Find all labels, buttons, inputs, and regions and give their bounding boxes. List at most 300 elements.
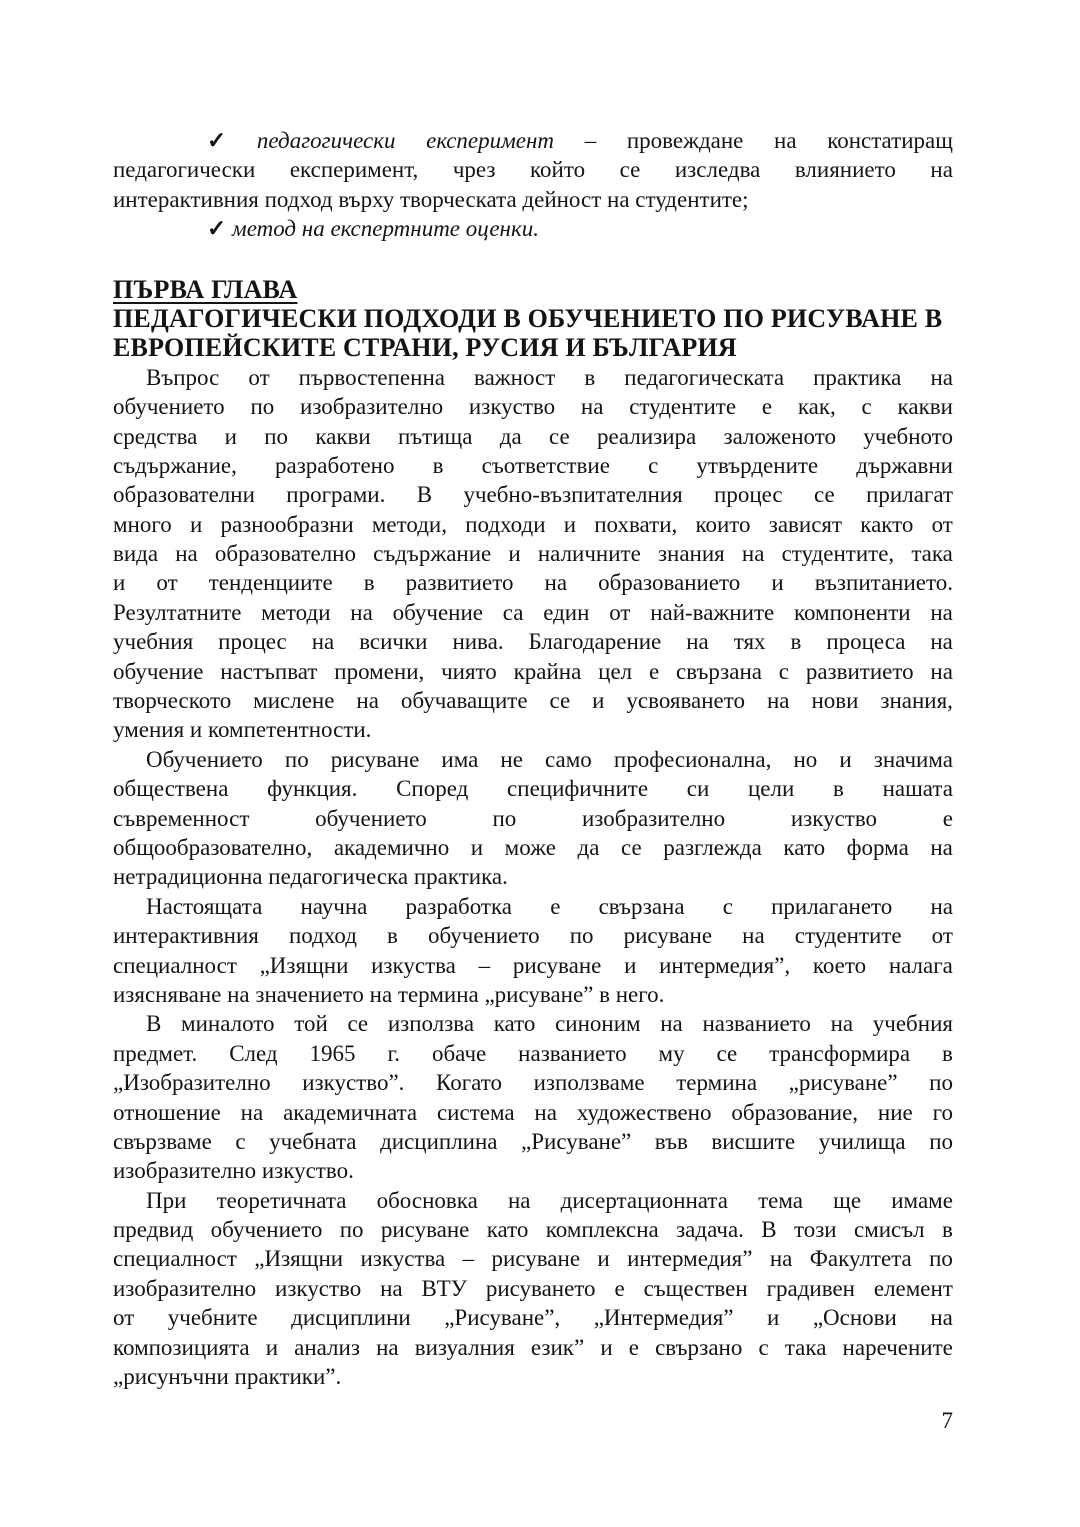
word: интермедия” xyxy=(627,1246,753,1272)
word: реализира xyxy=(596,423,697,449)
word: развитието xyxy=(805,658,914,684)
word: тенденциите xyxy=(208,570,333,596)
word: на xyxy=(930,364,953,390)
word: на xyxy=(376,1334,399,1360)
word: професионална, xyxy=(613,746,772,772)
word: тях xyxy=(733,629,766,655)
word: обучението xyxy=(210,1217,323,1243)
word: изобразително xyxy=(300,394,444,420)
word: на xyxy=(830,1011,854,1037)
word: на xyxy=(930,157,953,183)
word: академично xyxy=(333,834,450,860)
word: се xyxy=(548,423,570,449)
word: най-важните xyxy=(650,599,775,625)
word: което xyxy=(812,952,867,978)
word: по xyxy=(264,423,289,449)
word: като xyxy=(486,1217,529,1243)
word: трансформира xyxy=(769,1040,911,1066)
word: изследва xyxy=(674,157,761,183)
text-line xyxy=(113,1127,953,1156)
word: Според xyxy=(396,776,469,802)
paragraph xyxy=(113,1009,953,1185)
word: творческото xyxy=(113,688,232,714)
word: на xyxy=(350,599,373,625)
text-line xyxy=(113,1215,953,1244)
word: студентите, xyxy=(781,541,895,567)
word: изкуство xyxy=(275,1275,362,1301)
word: обществена xyxy=(113,776,229,802)
word: и xyxy=(624,952,637,978)
word: практика xyxy=(813,364,902,390)
word: от xyxy=(931,511,953,537)
word: ще xyxy=(833,1187,862,1213)
word: е xyxy=(761,394,773,420)
word: Резултатните xyxy=(113,599,242,625)
word: учебното xyxy=(863,423,953,449)
word: процеса xyxy=(826,629,906,655)
text-segment: нетрадиционна педагогическа практика. xyxy=(113,864,508,890)
word: чрез xyxy=(452,157,496,183)
word: дисциплина xyxy=(380,1128,498,1154)
word: е xyxy=(550,893,561,919)
word: В xyxy=(761,1217,777,1243)
word: по xyxy=(929,1128,953,1154)
word: подход xyxy=(288,923,357,949)
word: с xyxy=(648,452,659,478)
word: ние xyxy=(877,1099,913,1125)
word: дисциплини xyxy=(291,1305,411,1331)
word: по xyxy=(492,805,517,831)
word: предмет. xyxy=(113,1040,198,1066)
word: който xyxy=(530,157,586,183)
word: знания, xyxy=(880,688,953,714)
word: студентите xyxy=(629,394,737,420)
word: „Рисуване”, xyxy=(444,1305,561,1331)
word: е xyxy=(648,658,660,684)
text-line xyxy=(113,333,953,362)
word: с xyxy=(722,893,733,919)
word: компоненти xyxy=(793,599,911,625)
word: „Изящни xyxy=(259,952,349,978)
text-segment: ЕВРОПЕЙСКИТЕ СТРАНИ, РУСИЯ И БЪЛГАРИЯ xyxy=(113,333,737,363)
word: и xyxy=(113,570,126,596)
word: утвърдените xyxy=(696,452,819,478)
word: така xyxy=(784,1334,827,1360)
word: образователно xyxy=(214,541,356,567)
word: обучение xyxy=(392,599,483,625)
word: Когато xyxy=(436,1070,503,1096)
word: свързано xyxy=(655,1334,743,1360)
word: Факултета xyxy=(809,1246,912,1272)
text-line xyxy=(113,951,953,980)
word: наличните xyxy=(537,541,641,567)
word: настъпват xyxy=(220,658,318,684)
word: много xyxy=(113,511,172,537)
word: тема xyxy=(758,1187,803,1213)
word: В xyxy=(416,482,433,508)
word: педагогически xyxy=(256,128,396,153)
word: какви xyxy=(315,423,371,449)
text-line xyxy=(113,1333,953,1362)
word: г. xyxy=(387,1040,401,1066)
text-line xyxy=(113,214,953,243)
word: При xyxy=(146,1187,187,1213)
text-line xyxy=(113,892,953,921)
word: в xyxy=(432,452,444,478)
paragraph xyxy=(113,1186,953,1392)
word: – xyxy=(478,952,491,978)
word: похвати, xyxy=(594,511,678,537)
text-line xyxy=(113,304,953,333)
word: учебно-възпитателния xyxy=(463,482,683,508)
word: на xyxy=(544,570,568,596)
word: от xyxy=(156,570,178,596)
word: заложеното xyxy=(723,423,836,449)
word: по xyxy=(929,1070,953,1096)
text-segment: изобразително изкуство. xyxy=(113,1158,354,1184)
text-line xyxy=(113,774,953,803)
word: задача. xyxy=(676,1217,744,1243)
text-segment: „рисунъчни практики”. xyxy=(113,1364,342,1390)
list-item xyxy=(113,214,953,243)
text-line xyxy=(113,1098,953,1127)
word: съдържание, xyxy=(113,452,237,478)
word: „рисуване” xyxy=(788,1070,898,1096)
page-number: 7 xyxy=(941,1408,953,1433)
word: интермедия”, xyxy=(659,952,791,978)
word: миналото xyxy=(181,1011,275,1037)
word: Въпрос xyxy=(146,364,220,390)
word: важност xyxy=(474,364,556,390)
word: провеждане xyxy=(626,128,744,153)
word: и xyxy=(767,1305,780,1331)
word: и xyxy=(224,423,237,449)
word: промени, xyxy=(334,658,425,684)
word: „Основи xyxy=(812,1305,897,1331)
text-line xyxy=(113,657,953,686)
word: учебния xyxy=(113,629,194,655)
word: отношение xyxy=(113,1099,221,1125)
word: на xyxy=(930,658,953,684)
word: може xyxy=(504,834,556,860)
word: педагогически xyxy=(113,157,256,183)
word: образованието xyxy=(598,570,741,596)
word: мислене xyxy=(253,688,335,714)
word: всички xyxy=(359,629,428,655)
word: съществен xyxy=(643,1275,748,1301)
word: и xyxy=(771,570,784,596)
word: свързваме xyxy=(113,1128,212,1154)
word: методи xyxy=(261,599,331,625)
word: рисуване xyxy=(623,923,713,949)
checkmark-bullet: ✓ xyxy=(207,128,227,153)
word: и xyxy=(600,1334,613,1360)
word: значима xyxy=(873,746,953,772)
word: чиято xyxy=(441,658,497,684)
text-line xyxy=(113,568,953,597)
word: съответствие xyxy=(481,452,610,478)
word: процес xyxy=(714,482,783,508)
word: като xyxy=(493,1011,536,1037)
text-line xyxy=(113,980,953,1009)
word: първостепенна xyxy=(298,364,445,390)
text-column xyxy=(113,126,953,1391)
word: разработено xyxy=(275,452,395,478)
word: от xyxy=(931,923,953,949)
word: рисуване xyxy=(512,952,602,978)
word: обучението xyxy=(113,394,225,420)
word: той xyxy=(294,1011,328,1037)
word: на xyxy=(930,893,953,919)
word: методи, xyxy=(371,511,447,537)
word: държавни xyxy=(856,452,953,478)
word: обаче xyxy=(431,1040,487,1066)
word: процес xyxy=(218,629,287,655)
word: интерактивния xyxy=(113,923,259,949)
word: език” xyxy=(530,1334,585,1360)
word: градивен xyxy=(766,1275,855,1301)
word: елемент xyxy=(873,1275,953,1301)
word: художествено xyxy=(576,1099,712,1125)
text-line xyxy=(113,745,953,774)
text-line xyxy=(113,1274,953,1303)
word: изкуство”. xyxy=(302,1070,405,1096)
word: нашата xyxy=(882,776,953,802)
word: така xyxy=(911,541,953,567)
word: смисъл xyxy=(853,1217,925,1243)
word: наречените xyxy=(842,1334,953,1360)
text-line xyxy=(113,1303,953,1332)
word: съдържание xyxy=(373,541,492,567)
word: използва xyxy=(387,1011,475,1037)
word: по xyxy=(250,394,275,420)
text-line xyxy=(113,686,953,715)
word: изкуства xyxy=(360,1246,446,1272)
word: синоним xyxy=(555,1011,641,1037)
word: научна xyxy=(300,893,368,919)
text-line xyxy=(113,510,953,539)
word: педагогическата xyxy=(624,364,785,390)
text-line xyxy=(113,275,953,304)
word: да xyxy=(577,834,600,860)
word: се xyxy=(549,688,571,714)
text-line xyxy=(113,862,953,891)
word: как, xyxy=(797,394,836,420)
word: названието xyxy=(518,1040,627,1066)
word: по xyxy=(569,923,594,949)
word: рисуване xyxy=(330,746,420,772)
word: „Изящни xyxy=(254,1246,344,1272)
word: и xyxy=(470,834,484,860)
word: си xyxy=(686,776,710,802)
word: знания xyxy=(657,541,725,567)
word: по xyxy=(339,1217,364,1243)
word: подходи xyxy=(465,511,546,537)
word: програми. xyxy=(286,482,386,508)
word: анализ xyxy=(294,1334,360,1360)
word: специалност xyxy=(113,1246,237,1272)
word: учебния xyxy=(872,1011,953,1037)
text-line xyxy=(113,422,953,451)
word: го xyxy=(932,1099,953,1125)
word: рисуване xyxy=(491,1246,581,1272)
word: е xyxy=(614,1275,625,1301)
text-segment: изясняване на значението на термина „рисуване” в него. xyxy=(113,981,665,1007)
word: на xyxy=(769,1246,793,1272)
word: имаме xyxy=(891,1187,953,1213)
word: пътища xyxy=(397,423,473,449)
word: на xyxy=(766,688,790,714)
word: нови xyxy=(811,688,859,714)
word: които xyxy=(695,511,751,537)
word: термина xyxy=(676,1070,758,1096)
word: един xyxy=(543,599,590,625)
word: на xyxy=(930,599,953,625)
word: студентите xyxy=(794,923,902,949)
word: образователни xyxy=(113,482,255,508)
paragraph xyxy=(113,745,953,892)
text-line xyxy=(113,1362,953,1391)
text-segment: умения и компетентности. xyxy=(113,717,372,743)
word: съвременност xyxy=(113,805,250,831)
word: крайна xyxy=(513,658,582,684)
word: в xyxy=(942,1040,953,1066)
text-line xyxy=(113,185,953,214)
checkmark-bullet: ✓ xyxy=(207,216,233,242)
word: какви xyxy=(897,394,953,420)
word: е xyxy=(942,805,953,831)
text-line xyxy=(113,627,953,656)
word: учебните xyxy=(167,1305,258,1331)
word: теоретичната xyxy=(216,1187,347,1213)
word: изкуство xyxy=(790,805,878,831)
word: прилагането xyxy=(771,893,893,919)
word: експеримент xyxy=(426,128,555,153)
word: общообразователно, xyxy=(113,834,313,860)
word: – xyxy=(462,1246,475,1272)
word: композицията xyxy=(113,1334,250,1360)
word: изобразително xyxy=(582,805,726,831)
word: обосновка xyxy=(376,1187,478,1213)
word: се xyxy=(619,157,641,183)
text-line xyxy=(113,715,953,744)
word: на xyxy=(175,541,198,567)
word: нива. xyxy=(452,629,504,655)
word: Благодарение xyxy=(528,629,662,655)
word: и xyxy=(189,511,203,537)
text-line xyxy=(113,126,953,155)
word: в xyxy=(833,776,844,802)
text-line xyxy=(113,1009,953,1038)
word: 1965 xyxy=(309,1040,356,1066)
word: предвид xyxy=(113,1217,194,1243)
word: налага xyxy=(888,952,953,978)
text-segment: интерактивния подход върху творческата дейност на студентите; xyxy=(113,186,749,212)
chapter-heading xyxy=(113,275,953,363)
word: на xyxy=(580,394,604,420)
word: названието xyxy=(702,1011,811,1037)
word: свързана xyxy=(675,658,762,684)
word: и xyxy=(597,1246,610,1272)
word: обучението xyxy=(427,923,540,949)
list-item xyxy=(113,126,953,214)
word: влиянието xyxy=(794,157,896,183)
word: обучението xyxy=(315,805,427,831)
word: но xyxy=(793,746,818,772)
word: експеримент, xyxy=(289,157,419,183)
word: на xyxy=(660,1011,683,1037)
word: на xyxy=(930,1305,953,1331)
text-line xyxy=(113,480,953,509)
word: цели xyxy=(747,776,795,802)
word: възпитанието. xyxy=(814,570,953,596)
word: висшите xyxy=(711,1128,796,1154)
word: на xyxy=(930,834,953,860)
text-line xyxy=(113,1244,953,1273)
word: с xyxy=(235,1128,246,1154)
word: от xyxy=(609,599,631,625)
text-line xyxy=(113,598,953,627)
word: и xyxy=(508,541,521,567)
word: като xyxy=(783,834,826,860)
word: констатиращ xyxy=(827,128,953,153)
text-line xyxy=(113,392,953,421)
text-line xyxy=(113,921,953,950)
text-line xyxy=(113,804,953,833)
word: само xyxy=(545,746,592,772)
word: обучаващите xyxy=(400,688,528,714)
word: комплексна xyxy=(545,1217,659,1243)
word: специфичните xyxy=(507,776,649,802)
word: по xyxy=(284,746,309,772)
word: вида xyxy=(113,541,159,567)
word: образование, xyxy=(731,1099,859,1125)
word: функция. xyxy=(267,776,358,802)
word: на xyxy=(507,1187,531,1213)
word: и xyxy=(839,746,852,772)
word: във xyxy=(654,1128,688,1154)
word: на xyxy=(534,1099,557,1125)
word: училища xyxy=(818,1128,906,1154)
word: Настоящата xyxy=(146,893,263,919)
word: дисертационната xyxy=(560,1187,728,1213)
paragraph xyxy=(113,363,953,745)
word: изкуства xyxy=(371,952,456,978)
word: в xyxy=(584,364,596,390)
text-line xyxy=(113,833,953,862)
word: рисуване xyxy=(380,1217,470,1243)
word: – xyxy=(584,128,597,153)
word: от xyxy=(248,364,270,390)
word: се xyxy=(347,1011,369,1037)
word: на xyxy=(742,923,765,949)
word: на xyxy=(311,629,335,655)
word: има xyxy=(441,746,479,772)
word: в xyxy=(790,629,802,655)
text-line xyxy=(113,451,953,480)
word: на xyxy=(356,688,379,714)
word: му xyxy=(658,1040,685,1066)
word: на xyxy=(686,629,709,655)
word: средства xyxy=(113,423,198,449)
text-segment: ПЪРВА ГЛАВА xyxy=(113,274,298,304)
text-line xyxy=(113,1186,953,1215)
word: от xyxy=(113,1305,135,1331)
word: се xyxy=(716,1040,738,1066)
word: се xyxy=(814,482,835,508)
word: рисуването xyxy=(485,1275,596,1301)
word: специалност xyxy=(113,952,237,978)
